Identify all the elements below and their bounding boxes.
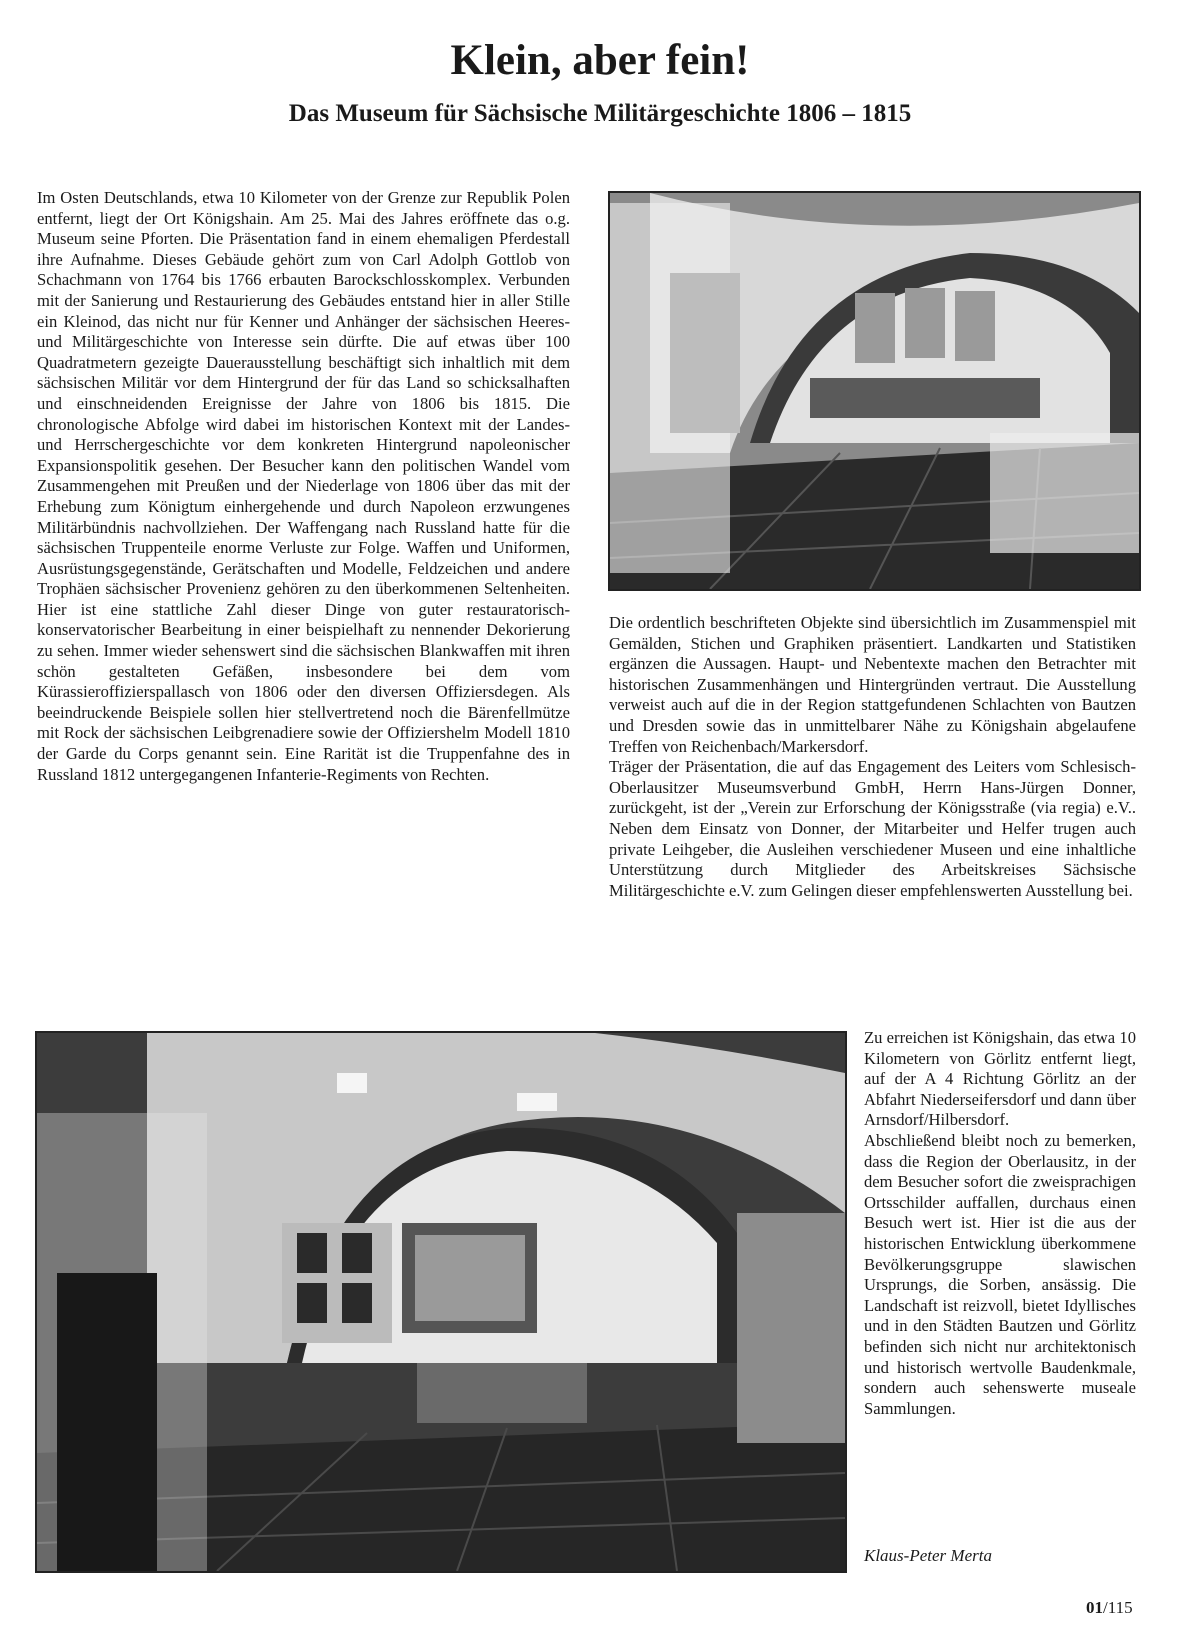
paragraph-sponsors: Träger der Präsentation, die auf das Engagement des Leiters vom Schlesisch-Oberlausitzer Museumsverbund GmbH, Herrn Hans-Jürgen Donner, zurückgeht, ist der „Verein zur Erforschung der Königsstraße (via regia) e.V.. Neben dem Einsatz von Donner, der Mitarbeiter und Helfer trugen auch private Leihgeber, die Ausleihen verschiedener Museen und eine inhaltliche Unterstützung durch Mitglieder des Arbeitskreises Sächsische Militärgeschichte e.V. zum Gelingen dieser empfehlenswerten Ausstellung bei. bbox=[609, 757, 1136, 900]
page-count: /115 bbox=[1103, 1598, 1133, 1617]
page-number bbox=[1086, 1598, 1133, 1618]
article-subtitle: Das Museum für Sächsische Militärgeschichte 1806 – 1815 bbox=[288, 100, 912, 127]
museum-vault-photo-bottom bbox=[35, 1031, 847, 1573]
text-column-bottom bbox=[864, 1028, 1136, 1419]
vault-room-illustration bbox=[610, 193, 1139, 589]
page-issue: 01 bbox=[1086, 1598, 1103, 1617]
article-title: Klein, aber fein! bbox=[450, 37, 750, 84]
author-signature: Klaus-Peter Merta bbox=[864, 1546, 992, 1565]
paragraph-region: Abschließend bleibt noch zu bemerken, dass die Region der Oberlausitz, in der dem Besucher sofort die zweisprachigen Ortsschilder auffallen, durchaus einen Besuch wert ist. Hier ist die aus der historischen Entwicklung überkommene Bevölkerungsgruppe slawischen Ursprungs, die Sorben, ansässig. Die Landschaft ist reizvoll, bietet Idyllisches und in den Städten Bautzen und Görlitz befinden sich nicht nur architektonisch und historisch wertvolle Baudenkmale, sondern auch sehenswerte museale Sammlungen. bbox=[864, 1130, 1136, 1418]
paragraph-directions: Zu erreichen ist Königshain, das etwa 10 Kilometern von Görlitz entfernt liegt, auf der A 4 Richtung Görlitz an der Abfahrt Niederseifersdorf und dann über Arnsdorf/Hilbersdorf. bbox=[864, 1028, 1136, 1130]
museum-vault-photo-top bbox=[608, 191, 1141, 591]
paragraph-intro: Im Osten Deutschlands, etwa 10 Kilometer von der Grenze zur Republik Polen entfernt, liegt der Ort Königshain. Am 25. Mai des Jahres eröffnete das o.g. Museum seine Pforten. Die Präsentation fand in einem ehemaligen Pferdestall ihre Aufnahme. Dieses Gebäude gehört zum von Carl Adolph Gottlob von Schachmann von 1764 bis 1766 erbauten Barockschlosskomplex. Verbunden mit der Sanierung und Restaurierung des Gebäudes entstand hier in aller Stille ein Kleinod, das nicht nur für Kenner und Anhänger der sächsischen Heeres- und Militärgeschichte von Interesse sein dürfte. Die auf etwas über 100 Quadratmetern gezeigte Dauerausstellung beschäftigt sich inhaltlich mit dem sächsischen Militär vor dem Hintergrund der für das Land so schicksalhaften und einschneidenden Ereignisse der Jahre von 1806 bis 1815. Die chronologische Abfolge wird dabei im historischen Kontext mit der Landes- und Herrschergeschichte vor dem konkreten Hintergrund napoleonischer Expansionspolitik gesehen. Der Besucher kann den politischen Wandel vom Zusammengehen mit Preußen und der Niederlage von 1806 über das mit der Erhebung zum Königtum einhergehende und durch Napoleon erzwungenes Militärbündnis nachvollziehen. Der Waffengang nach Russland hatte für die sächsischen Truppenteile enorme Verluste zur Folge. Waffen und Uniformen, Ausrüstungsgegenstände, Gerätschaften und Modelle, Feldzeichen und andere Trophäen sächsischer Provenienz gehören zu den überkommenen Seltenheiten. Hier ist eine stattliche Zahl dieser Dinge von guter restauratorisch-konservatorischer Bearbeitung in einer beispielhaft zu nennender Dekorierung zu sehen. Immer wieder sehenswert sind die sächsischen Blankwaffen mit ihren schön gestalteten Gefäßen, insbesondere bei dem vom Kürassieroffizierspallasch von 1806 oder den diversen Offiziersdegen. Als beeindruckende Beispiele sollen hier stellvertretend noch die Bärenfellmütze mit Rock der sächsischen Leibgrenadiere sowie der Offiziershelm Modell 1810 der Garde du Corps genannt sein. Eine Rarität ist die Truppenfahne des in Russland 1812 untergegangenen Infanterie-Regiments von Rechten. bbox=[37, 188, 570, 784]
exhibition-hall-illustration bbox=[37, 1033, 845, 1571]
text-column-right bbox=[609, 613, 1136, 901]
text-column-left bbox=[37, 188, 570, 785]
paragraph-objects: Die ordentlich beschrifteten Objekte sind übersichtlich im Zusammenspiel mit Gemälden, Stichen und Graphiken präsentiert. Landkarten und Statistiken ergänzen die Aussagen. Haupt- und Nebentexte machen den Betrachter mit historischen Zusammenhängen und Hintergründen vertraut. Die Ausstellung verweist auch auf die in der Region stattgefundenen Schlachten von Bautzen und Dresden sowie das in unmittelbarer Nähe zu Königshain abgelaufene Treffen von Reichenbach/Markersdorf. bbox=[609, 613, 1136, 756]
